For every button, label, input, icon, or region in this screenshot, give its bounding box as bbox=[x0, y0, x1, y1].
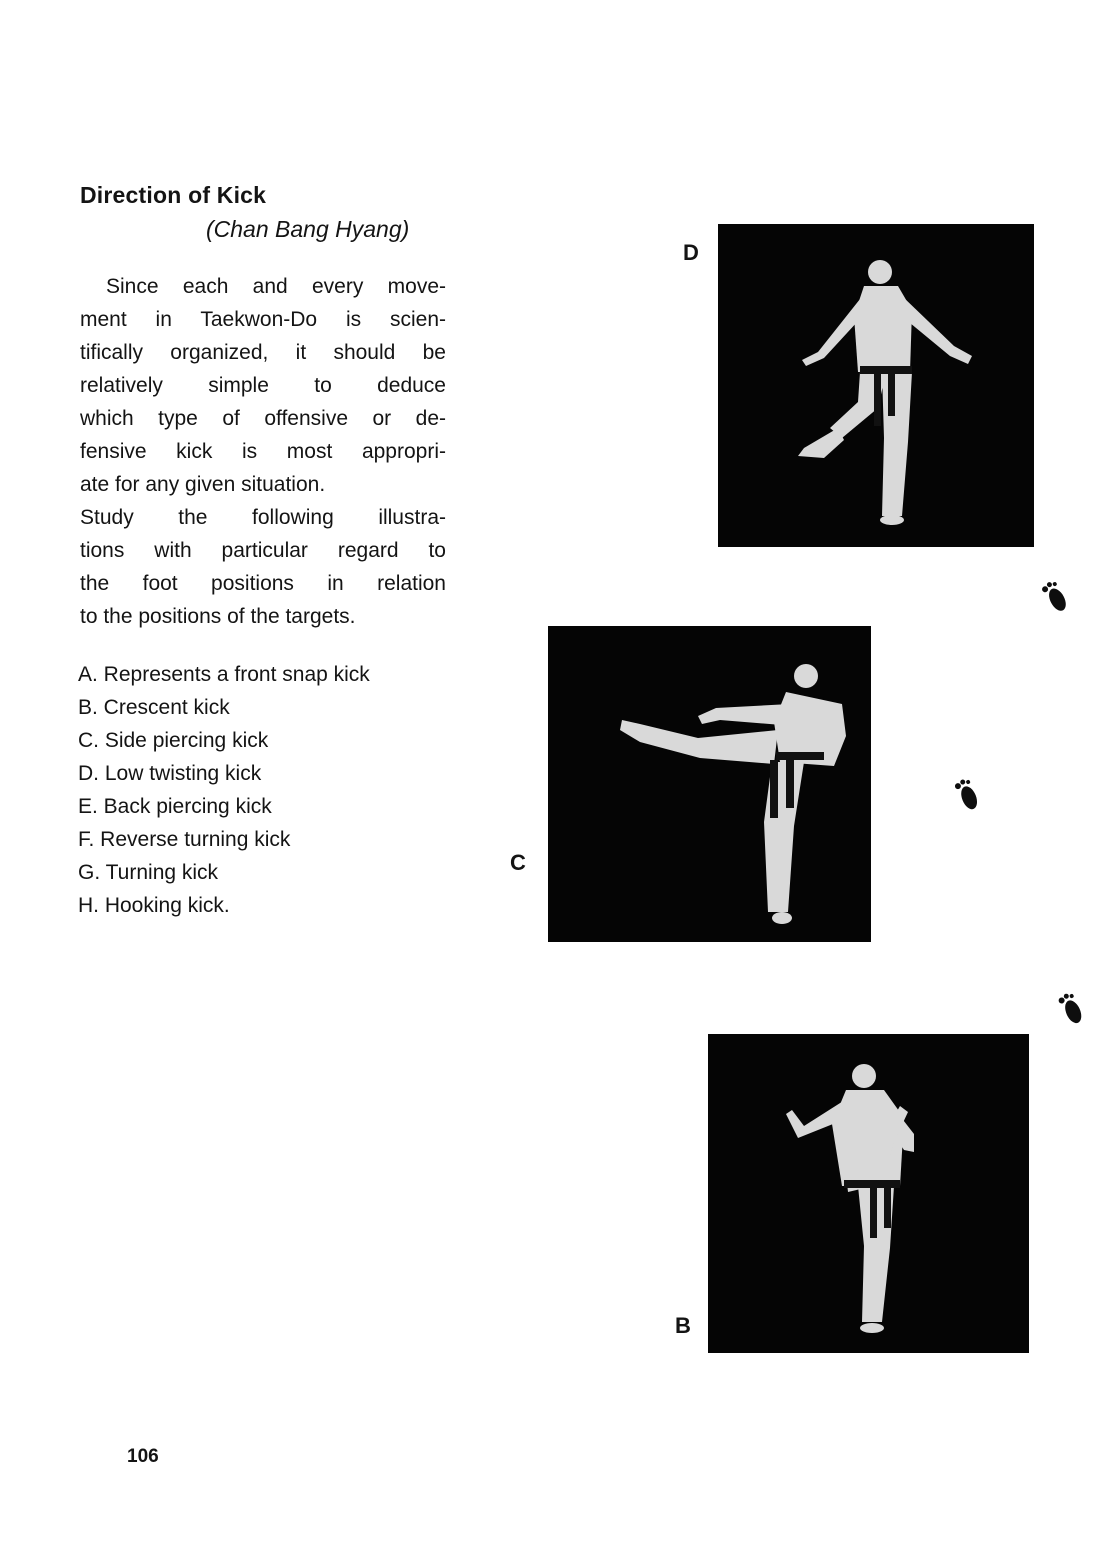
intro-line: Since each and every move- bbox=[106, 275, 446, 298]
intro-line: to the positions of the targets. bbox=[80, 605, 356, 628]
page-number: 106 bbox=[127, 1446, 159, 1467]
section-subheading: (Chan Bang Hyang) bbox=[206, 216, 410, 242]
kick-list-item: A. Represents a front snap kick bbox=[78, 663, 370, 686]
intro-paragraph bbox=[80, 270, 446, 633]
footprint-icon bbox=[1036, 575, 1075, 620]
intro-line: ment in Taekwon-Do is scien- bbox=[80, 308, 446, 331]
intro-line: tions with particular regard to bbox=[80, 539, 446, 562]
kick-list-item: B. Crescent kick bbox=[78, 696, 230, 719]
kick-figure-illustration bbox=[718, 224, 1034, 547]
intro-line: relatively simple to deduce bbox=[80, 374, 446, 397]
intro-line: tifically organized, it should be bbox=[80, 341, 446, 364]
intro-line: the foot positions in relation bbox=[80, 572, 446, 595]
photo-low-twisting-kick bbox=[718, 224, 1034, 547]
intro-line: ate for any given situation. bbox=[80, 473, 326, 496]
kick-list-item: C. Side piercing kick bbox=[78, 729, 269, 752]
photo-label-b: B bbox=[675, 1313, 691, 1338]
intro-line: Study the following illustra- bbox=[80, 506, 446, 529]
footprint-icon bbox=[950, 773, 986, 817]
photo-crescent-kick bbox=[708, 1034, 1029, 1353]
kick-figure-illustration bbox=[548, 626, 871, 942]
kick-list-item: H. Hooking kick. bbox=[78, 894, 230, 917]
kick-list bbox=[78, 658, 370, 922]
photo-label-d: D bbox=[683, 240, 699, 265]
kick-list-item: G. Turning kick bbox=[78, 861, 219, 884]
kick-list-item: F. Reverse turning kick bbox=[78, 828, 291, 851]
kick-list-item: D. Low twisting kick bbox=[78, 762, 262, 785]
intro-line: fensive kick is most appropri- bbox=[80, 440, 446, 463]
intro-line: which type of offensive or de- bbox=[80, 407, 446, 430]
kick-figure-illustration bbox=[708, 1034, 1029, 1353]
photo-side-piercing-kick bbox=[548, 626, 871, 942]
footprint-icon bbox=[1053, 987, 1090, 1031]
kick-list-item: E. Back piercing kick bbox=[78, 795, 272, 818]
photo-label-c: C bbox=[510, 850, 526, 875]
section-heading: Direction of Kick bbox=[80, 182, 267, 208]
